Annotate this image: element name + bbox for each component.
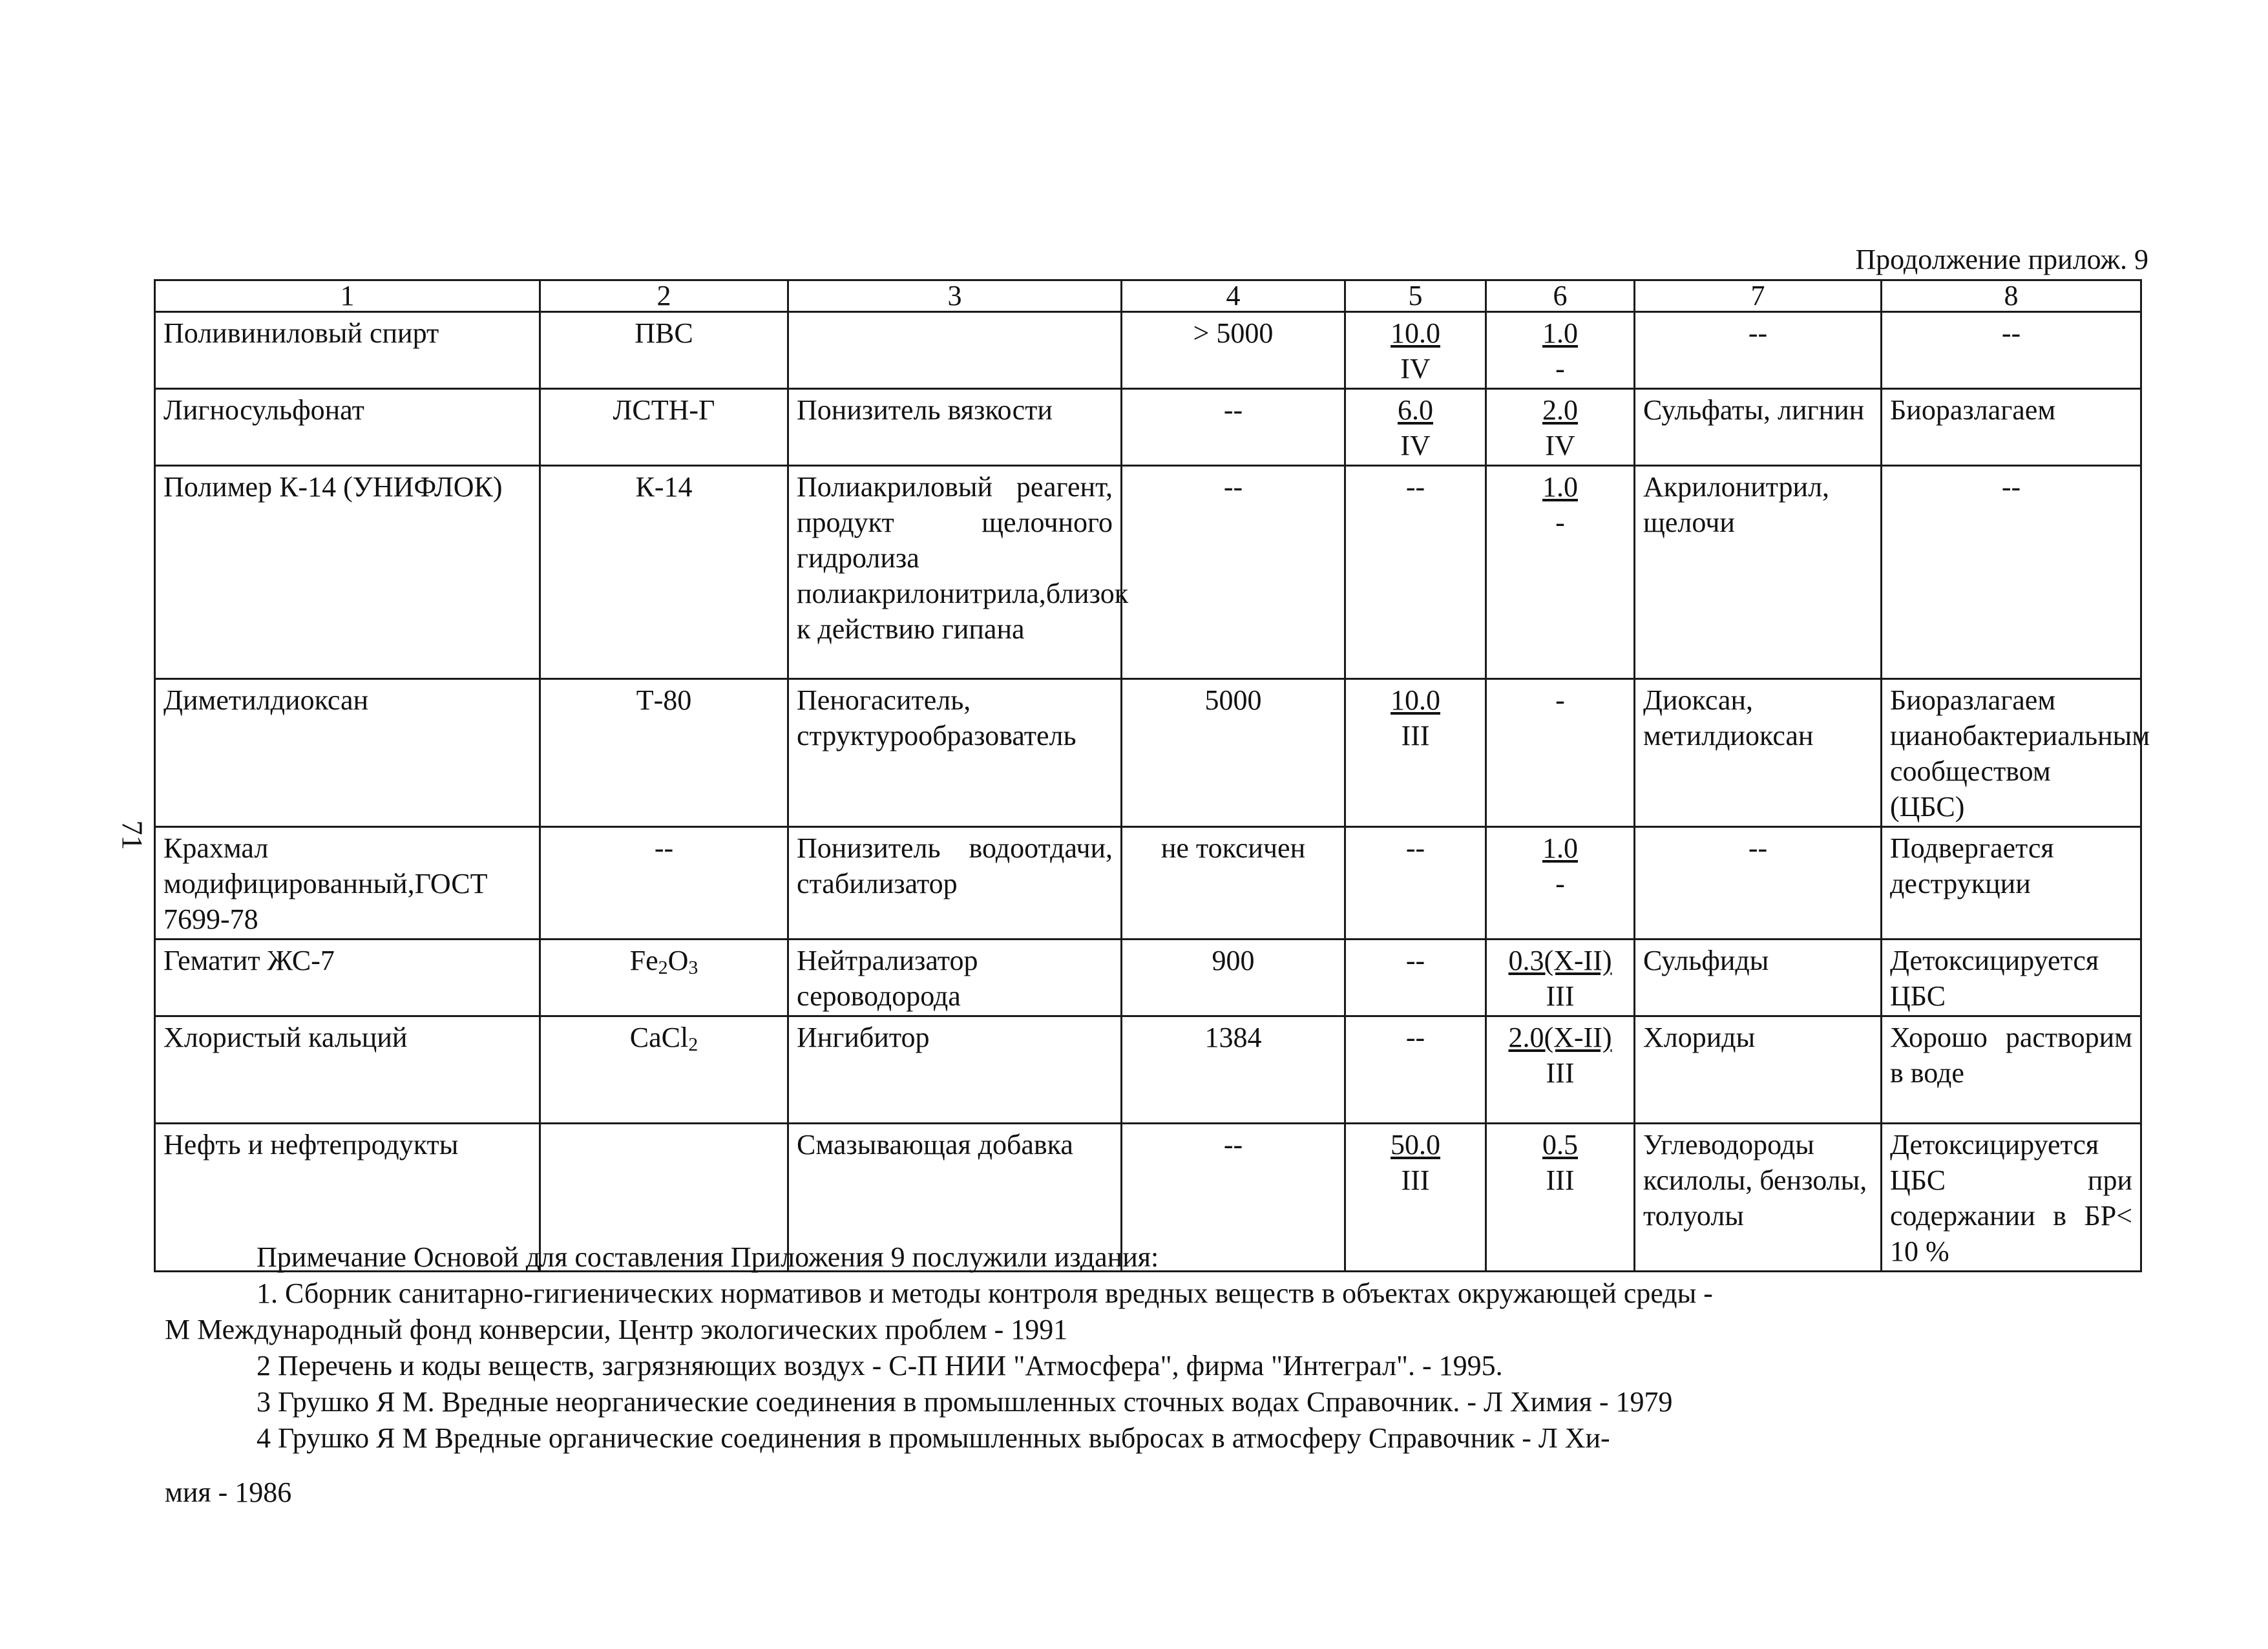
substance-name: Гематит ЖС-7 bbox=[155, 940, 540, 1016]
column-5-top: -- bbox=[1405, 471, 1425, 503]
column-4-value: -- bbox=[1122, 1124, 1345, 1272]
column-4-value: -- bbox=[1122, 389, 1345, 466]
formula-subscript: 2 bbox=[658, 957, 668, 978]
table-row bbox=[155, 827, 2141, 940]
column-5-value bbox=[1345, 679, 1486, 827]
column-5-top: -- bbox=[1405, 832, 1425, 864]
column-7-value: Сульфаты, лигнин bbox=[1635, 389, 1882, 466]
column-5-top: 6.0 bbox=[1398, 394, 1433, 426]
column-5-top: -- bbox=[1405, 1022, 1425, 1053]
column-number: 3 bbox=[788, 280, 1122, 312]
substance-purpose bbox=[788, 312, 1122, 389]
column-8-value: Детоксицируется ЦБС при содержании в БР< 10 % bbox=[1882, 1124, 2141, 1272]
column-8-value: Детоксицируется ЦБС bbox=[1882, 940, 2141, 1016]
substance-name: Лигносульфонат bbox=[155, 389, 540, 466]
substance-code: К-14 bbox=[540, 466, 788, 679]
column-number: 5 bbox=[1345, 280, 1486, 312]
column-5-bottom: III bbox=[1401, 1164, 1430, 1196]
column-5-top: 50.0 bbox=[1391, 1129, 1440, 1161]
notes-heading: Примечание Основой для составления Приложения 9 послужили издания: bbox=[257, 1241, 1159, 1273]
formula-part: O bbox=[667, 945, 689, 976]
table-row bbox=[155, 940, 2141, 1016]
column-4-value: не токсичен bbox=[1122, 827, 1345, 940]
page-number: 71 bbox=[116, 820, 149, 850]
column-8-value: Биоразлагаем bbox=[1882, 389, 2141, 466]
column-5-bottom: III bbox=[1401, 720, 1430, 751]
column-6-value bbox=[1486, 312, 1635, 389]
column-5-value bbox=[1345, 940, 1486, 1016]
column-6-bottom: IV bbox=[1545, 430, 1575, 461]
substance-purpose: Понизитель вязкости bbox=[788, 389, 1122, 466]
substance-name: Полимер К-14 (УНИФЛОК) bbox=[155, 466, 540, 679]
notes-section bbox=[165, 1239, 2136, 1511]
column-5-top: -- bbox=[1405, 945, 1425, 976]
table-row bbox=[155, 679, 2141, 827]
column-5-bottom: IV bbox=[1400, 353, 1431, 384]
column-6-value bbox=[1486, 827, 1635, 940]
column-6-top: 1.0 bbox=[1542, 832, 1578, 864]
column-5-value bbox=[1345, 466, 1486, 679]
column-6-top: 0.5 bbox=[1542, 1129, 1578, 1161]
substance-code bbox=[540, 1016, 788, 1124]
column-4-value: -- bbox=[1122, 466, 1345, 679]
column-6-top: 1.0 bbox=[1542, 317, 1578, 349]
note-item-continuation: мия - 1986 bbox=[165, 1476, 292, 1508]
column-6-top: 2.0 bbox=[1542, 394, 1578, 426]
column-4-value: 900 bbox=[1122, 940, 1345, 1016]
note-item: 1. Сборник санитарно-гигиенических нормативов и методы контроля вредных веществ в объектах окружающей среды - bbox=[257, 1277, 1713, 1309]
column-6-bottom: III bbox=[1546, 1057, 1575, 1089]
column-6-bottom: III bbox=[1546, 1164, 1575, 1196]
column-6-value bbox=[1486, 1016, 1635, 1124]
column-6-value bbox=[1486, 679, 1635, 827]
column-7-value: -- bbox=[1635, 312, 1882, 389]
substance-name: Диметилдиоксан bbox=[155, 679, 540, 827]
column-5-bottom: IV bbox=[1400, 430, 1431, 461]
column-6-top: 0.3(X-II) bbox=[1508, 945, 1612, 976]
column-8-value: -- bbox=[1882, 466, 2141, 679]
column-5-top: 10.0 bbox=[1391, 317, 1440, 349]
column-number: 8 bbox=[1882, 280, 2141, 312]
substance-name: Хлористый кальций bbox=[155, 1016, 540, 1124]
column-number: 1 bbox=[155, 280, 540, 312]
column-6-value bbox=[1486, 389, 1635, 466]
column-6-top: 1.0 bbox=[1542, 471, 1578, 503]
formula-subscript: 3 bbox=[688, 957, 698, 978]
table-row bbox=[155, 1016, 2141, 1124]
column-number-row bbox=[155, 280, 2141, 312]
substance-code: ПВС bbox=[540, 312, 788, 389]
column-6-bottom: III bbox=[1546, 980, 1575, 1012]
formula-part: CaCl bbox=[629, 1022, 689, 1053]
note-item-continuation: М Международный фонд конверсии, Центр экологических проблем - 1991 bbox=[165, 1314, 1068, 1345]
table-row bbox=[155, 466, 2141, 679]
column-7-value: Углеводороды ксилолы, бензолы, толуолы bbox=[1635, 1124, 1882, 1272]
continuation-label: Продолжение прилож. 9 bbox=[1855, 244, 2148, 275]
substance-code: ЛСТН-Г bbox=[540, 389, 788, 466]
column-8-value: -- bbox=[1882, 312, 2141, 389]
column-5-value bbox=[1345, 312, 1486, 389]
substance-purpose: Полиакриловый реагент, продукт щелочного гидролиза полиакрилонитрила,близок к действию гипана bbox=[788, 466, 1122, 679]
column-6-top: - bbox=[1555, 684, 1565, 716]
note-item: 2 Перечень и коды веществ, загрязняющих воздух - С-П НИИ "Атмосфера", фирма "Интеграл". - 1995. bbox=[257, 1350, 1503, 1381]
substance-name: Нефть и нефтепродукты bbox=[155, 1124, 540, 1272]
note-item: 3 Грушко Я М. Вредные неорганические соединения в промышленных сточных водах Справочник. - Л Химия - 1979 bbox=[257, 1386, 1673, 1418]
column-6-bottom: - bbox=[1555, 353, 1565, 384]
substance-purpose: Понизитель водоотдачи, стабилизатор bbox=[788, 827, 1122, 940]
column-6-value bbox=[1486, 466, 1635, 679]
column-number: 6 bbox=[1486, 280, 1635, 312]
column-4-value: > 5000 bbox=[1122, 312, 1345, 389]
column-5-value bbox=[1345, 1016, 1486, 1124]
substance-code: Т-80 bbox=[540, 679, 788, 827]
table-row bbox=[155, 389, 2141, 466]
table-row bbox=[155, 312, 2141, 389]
column-4-value: 5000 bbox=[1122, 679, 1345, 827]
column-number: 2 bbox=[540, 280, 788, 312]
column-5-top: 10.0 bbox=[1391, 684, 1440, 716]
substance-code: -- bbox=[540, 827, 788, 940]
column-5-value bbox=[1345, 389, 1486, 466]
column-7-value: Диоксан, метилдиоксан bbox=[1635, 679, 1882, 827]
column-number: 4 bbox=[1122, 280, 1345, 312]
column-7-value: -- bbox=[1635, 827, 1882, 940]
substance-name: Поливиниловый спирт bbox=[155, 312, 540, 389]
note-item: 4 Грушко Я М Вредные органические соединения в промышленных выбросах в атмосферу Справочник - Л Хи- bbox=[257, 1422, 1610, 1454]
substance-purpose: Ингибитор bbox=[788, 1016, 1122, 1124]
substance-purpose: Пеногаситель, структурообразователь bbox=[788, 679, 1122, 827]
substance-purpose: Смазывающая добавка bbox=[788, 1124, 1122, 1272]
column-7-value: Сульфиды bbox=[1635, 940, 1882, 1016]
column-5-value bbox=[1345, 827, 1486, 940]
formula-subscript: 2 bbox=[688, 1034, 698, 1055]
substance-code bbox=[540, 940, 788, 1016]
column-8-value: Биоразлагаем цианобактериальным сообществом (ЦБС) bbox=[1882, 679, 2141, 827]
formula-part: Fe bbox=[629, 945, 658, 976]
column-7-value: Хлориды bbox=[1635, 1016, 1882, 1124]
substance-name: Крахмал модифицированный,ГОСТ 7699-78 bbox=[155, 827, 540, 940]
column-6-bottom: - bbox=[1555, 507, 1565, 538]
column-number: 7 bbox=[1635, 280, 1882, 312]
column-6-value bbox=[1486, 940, 1635, 1016]
column-6-bottom: - bbox=[1555, 868, 1565, 899]
substance-purpose: Нейтрализатор сероводорода bbox=[788, 940, 1122, 1016]
column-8-value: Подвергается деструкции bbox=[1882, 827, 2141, 940]
column-6-top: 2.0(X-II) bbox=[1508, 1022, 1612, 1053]
column-8-value: Хорошо растворим в воде bbox=[1882, 1016, 2141, 1124]
column-7-value: Акрилонитрил, щелочи bbox=[1635, 466, 1882, 679]
column-4-value: 1384 bbox=[1122, 1016, 1345, 1124]
appendix-table bbox=[154, 279, 2150, 1272]
